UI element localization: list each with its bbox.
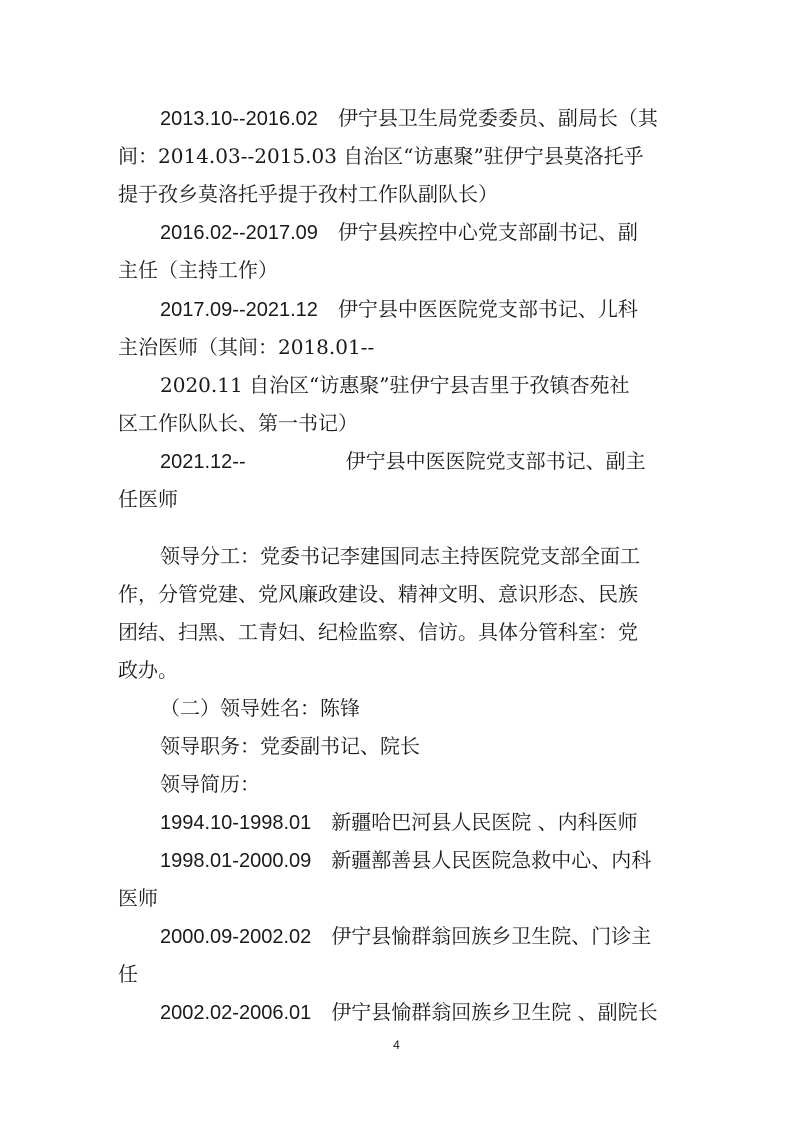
resume-line: 2017.09--2021.12 伊宁县中医医院党支部书记、儿科 (160, 297, 638, 321)
section-heading: （二）领导姓名：陈锋 (160, 696, 360, 720)
resume-line: 提于孜乡莫洛托乎提于孜村工作队副队长） (118, 182, 498, 206)
leader-position: 领导职务：党委副书记、院长 (160, 734, 420, 758)
duty-paragraph-line: 政办。 (118, 658, 178, 682)
page-number: 4 (393, 1038, 400, 1052)
resume-line: 2000.09-2002.02 伊宁县愉群翁回族乡卫生院、门诊主 (160, 924, 652, 948)
resume-line: 1994.10-1998.01 新疆哈巴河县人民医院 、内科医师 (160, 810, 638, 834)
resume-line: 1998.01-2000.09 新疆鄯善县人民医院急救中心、内科 (160, 848, 652, 872)
resume-heading: 领导简历： (160, 772, 260, 796)
resume-line: 间：2014.03--2015.03 自治区“访惠聚”驻伊宁县莫洛托乎 (118, 144, 644, 168)
resume-line: 主任（主持工作） (118, 258, 278, 282)
resume-line: 2016.02--2017.09 伊宁县疾控中心党支部副书记、副 (160, 220, 638, 244)
resume-line: 任医师 (118, 487, 178, 511)
duty-paragraph-line: 团结、扫黑、工青妇、纪检监察、信访。具体分管科室：党 (118, 620, 638, 644)
resume-line: 2013.10--2016.02 伊宁县卫生局党委委员、副局长（其 (160, 106, 658, 130)
resume-line: 2021.12-- 伊宁县中医医院党支部书记、副主 (160, 449, 646, 473)
resume-line: 主治医师（其间：2018.01-- (118, 335, 375, 359)
duty-paragraph-line: 作，分管党建、党风廉政建设、精神文明、意识形态、民族 (118, 582, 638, 606)
resume-line: 医师 (118, 886, 158, 910)
resume-line: 2002.02-2006.01 伊宁县愉群翁回族乡卫生院 、副院长 (160, 1000, 658, 1024)
resume-line: 任 (118, 962, 138, 986)
resume-line: 2020.11 自治区“访惠聚”驻伊宁县吉里于孜镇杏苑社 (160, 373, 630, 397)
duty-paragraph-line: 领导分工：党委书记李建国同志主持医院党支部全面工 (160, 544, 640, 568)
resume-line: 区工作队队长、第一书记） (118, 411, 358, 435)
